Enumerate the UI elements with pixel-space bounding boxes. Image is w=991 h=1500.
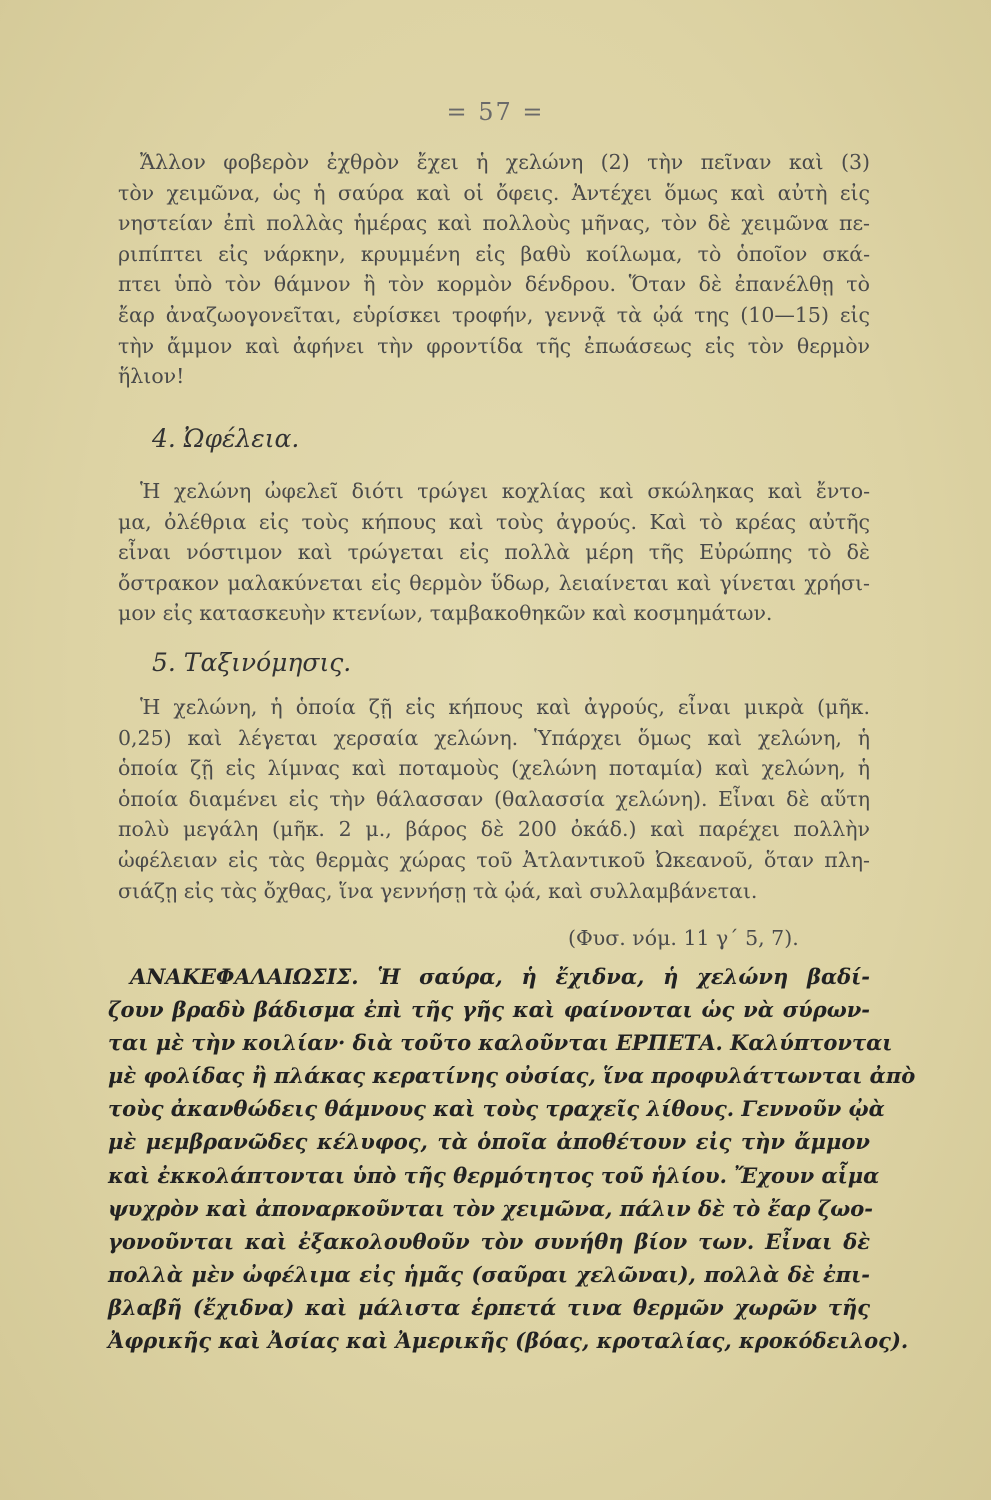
summary-line: ζουν βραδὺ βάδισμα ἐπὶ τῆς γῆς καὶ φαίνονται ὡς νὰ σύρων- [108, 997, 870, 1023]
text-line: Ἡ χελώνη ὠφελεῖ διότι τρώγει κοχλίας καὶ σκώληκας καὶ ἔντο- [140, 479, 870, 503]
paragraph-classification [118, 692, 870, 906]
summary-line: μὲ μεμβρανῶδες κέλυφος, τὰ ὁποῖα ἀποθέτουν εἰς τὴν ἄμμον [108, 1129, 870, 1155]
summary-line: πολλὰ μὲν ὠφέλιμα εἰς ἡμᾶς (σαῦραι χελῶναι), πολλὰ δὲ ἐπι- [108, 1261, 870, 1287]
text-line: ὁποία ζῇ εἰς λίμνας καὶ ποταμοὺς (χελώνη ποταμία) καὶ χελώνη, ἡ [118, 756, 870, 781]
text-line: μα, ὀλέθρια εἰς τοὺς κήπους καὶ τοὺς ἀγρούς. Καὶ τὸ κρέας αὐτῆς [118, 509, 870, 534]
paragraph-enemies [118, 147, 870, 392]
summary-line: ψυχρὸν καὶ ἀποναρκοῦνται τὸν χειμῶνα, πάλιν δὲ τὸ ἔαρ ζωο- [108, 1195, 873, 1221]
page-number: = 57 = [446, 98, 545, 126]
reference-note: (Φυσ. νόμ. 11 γ΄ 5, 7). [568, 926, 799, 950]
text-line: ὁποία διαμένει εἰς τὴν θάλασσαν (θαλασσία χελώνη). Εἶναι δὲ αὕτη [118, 786, 870, 811]
summary-line: ΑΝΑΚΕΦΑΛΑΙΩΣΙΣ. Ἡ σαύρα, ἡ ἔχιδνα, ἡ χελώνη βαδί- [130, 964, 870, 989]
summary-line: βλαβῆ (ἔχιδνα) καὶ μάλιστα ἑρπετά τινα θερμῶν χωρῶν τῆς [108, 1294, 870, 1320]
text-line: ἥλιον! [118, 364, 185, 389]
text-line: τὸν χειμῶνα, ὡς ἡ σαύρα καὶ οἱ ὄφεις. Ἀντέχει ὅμως καὶ αὐτὴ εἰς [118, 180, 870, 205]
text-line: τὴν ἄμμον καὶ ἀφήνει τὴν φροντίδα τῆς ἐπωάσεως εἰς τὸν θερμὸν [118, 333, 870, 358]
text-line: 0,25) καὶ λέγεται χερσαία χελώνη. Ὑπάρχει ὅμως καὶ χελώνη, ἡ [118, 725, 870, 750]
text-line: ριπίπτει εἰς νάρκην, κρυμμένη εἰς βαθὺ κοίλωμα, τὸ ὁποῖον σκά- [118, 241, 870, 266]
text-line: εἶναι νόστιμον καὶ τρώγεται εἰς πολλὰ μέρη τῆς Εὐρώπης τὸ δὲ [118, 540, 870, 565]
section-heading-benefit: 4. Ὠφέλεια. [152, 424, 300, 453]
section-heading-classification: 5. Ταξινόμησις. [152, 648, 352, 677]
summary-line: καὶ ἐκκολάπτονται ὑπὸ τῆς θερμότητος τοῦ ἡλίου. Ἔχουν αἷμα [108, 1162, 880, 1188]
text-line: πτει ὑπὸ τὸν θάμνον ἢ τὸν κορμὸν δένδρου. Ὅταν δὲ ἐπανέλθῃ τὸ [118, 272, 870, 297]
summary-line: μὲ φολίδας ἢ πλάκας κερατίνης οὐσίας, ἵνα προφυλάττωνται ἀπὸ [108, 1063, 916, 1089]
text-line: πολὺ μεγάλη (μῆκ. 2 μ., βάρος δὲ 200 ὀκάδ.) καὶ παρέχει πολλὴν [118, 817, 870, 842]
text-line: ὠφέλειαν εἰς τὰς θερμὰς χώρας τοῦ Ἀτλαντικοῦ Ὠκεανοῦ, ὅταν πλη- [118, 847, 870, 872]
text-line: ἔαρ ἀναζωογονεῖται, εὑρίσκει τροφήν, γεννᾷ τὰ ᾠά της (10—15) εἰς [118, 302, 870, 327]
text-line: νηστείαν ἐπὶ πολλὰς ἡμέρας καὶ πολλοὺς μῆνας, τὸν δὲ χειμῶνα πε- [118, 211, 870, 236]
text-line: Ἡ χελώνη, ἡ ὁποία ζῇ εἰς κήπους καὶ ἀγρούς, εἶναι μικρὰ (μῆκ. [140, 695, 870, 719]
summary-line: γονοῦνται καὶ ἐξακολουθοῦν τὸν συνήθη βίον των. Εἶναι δὲ [108, 1228, 870, 1254]
text-line: σιάζῃ εἰς τὰς ὄχθας, ἵνα γεννήσῃ τὰ ᾠά, καὶ συλλαμβάνεται. [118, 878, 758, 903]
paragraph-benefit [118, 476, 870, 629]
summary-paragraph [108, 960, 916, 1357]
text-line: μον εἰς κατασκευὴν κτενίων, ταμβακοθηκῶν καὶ κοσμημάτων. [118, 601, 773, 626]
summary-line: Ἀφρικῆς καὶ Ἀσίας καὶ Ἀμερικῆς (βόας, κροταλίας, κροκόδειλος). [108, 1328, 909, 1354]
summary-line: ται μὲ τὴν κοιλίαν· διὰ τοῦτο καλοῦνται ΕΡΠΕΤΑ. Καλύπτονται [108, 1030, 893, 1056]
text-line: Ἄλλον φοβερὸν ἐχθρὸν ἔχει ἡ χελώνη (2) τὴν πεῖναν καὶ (3) [140, 150, 870, 174]
summary-line: τοὺς ἀκανθώδεις θάμνους καὶ τοὺς τραχεῖς λίθους. Γεννοῦν ᾠὰ [108, 1096, 885, 1122]
text-line: ὄστρακον μαλακύνεται εἰς θερμὸν ὕδωρ, λειαίνεται καὶ γίνεται χρήσι- [118, 570, 870, 595]
